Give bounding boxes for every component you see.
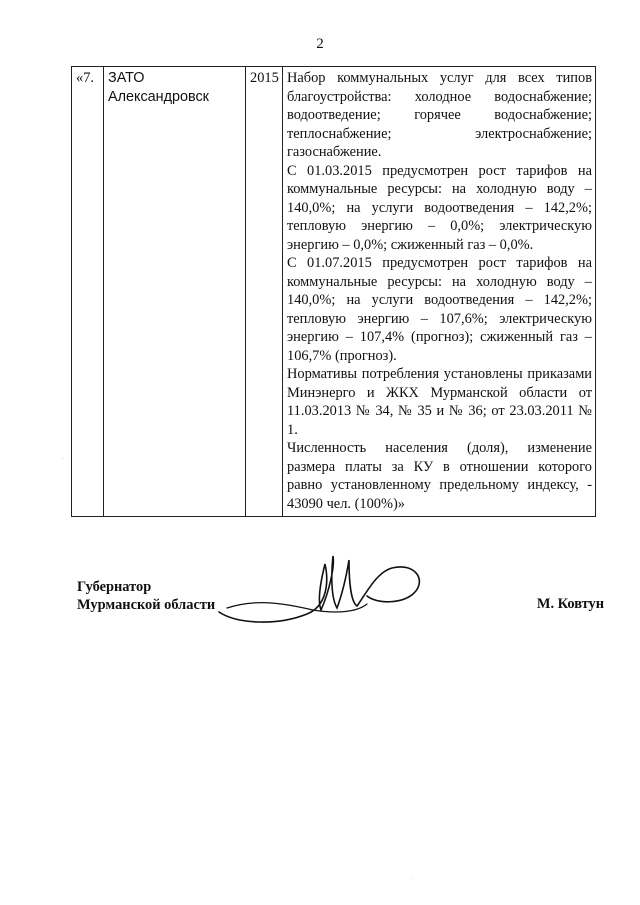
paragraph-tariffs-july: С 01.07.2015 предусмотрен рост тарифов на коммунальные ресурсы: на холодную воду – 140,0%; на услуги водоотведения – 142,2%; тепловую энергию – 107,6%; электрическую энергию – 107,4% (прогноз); сжиженный газ – 106,7% (прогноз). [287, 255, 592, 364]
signatory-title-line2: Мурманской области [77, 597, 216, 613]
scan-dot: · [62, 456, 64, 462]
paragraph-norms: Нормативы потребления установлены приказами Минэнерго и ЖКХ Мурманской области от 11.03.2013 № 34, № 35 и № 36; от 23.03.2011 № 1. [287, 366, 592, 438]
year-cell: 2015 [246, 67, 283, 517]
page-number: 2 [316, 36, 324, 52]
description-cell [283, 67, 596, 517]
paragraph-population: Численность населения (доля), изменение размера платы за КУ в отношении которого равно установленному предельному индексу, - 43090 чел. (100%)» [287, 440, 592, 512]
table-row [72, 67, 596, 517]
signature-block [77, 578, 607, 648]
handwritten-signature [217, 552, 457, 632]
scan-dot: · [410, 876, 412, 882]
signatory-name: М. Ковтун [536, 596, 604, 612]
paragraph-tariffs-march: С 01.03.2015 предусмотрен рост тарифов на коммунальные ресурсы: на холодную воду – 140,0%; на услуги водоотведения – 142,2%; тепловую энергию – 0,0%; электрическую энергию – 0,0%; сжиженный газ – 0,0%. [287, 162, 592, 253]
signatory-title [77, 578, 215, 614]
row-number-cell: «7. [72, 67, 104, 517]
signatory-title-line1: Губернатор [77, 579, 152, 595]
paragraph-services: Набор коммунальных услуг для всех типов благоустройства: холодное водоснабжение; водоотведение; горячее водоснабжение; теплоснабжение; электроснабжение; газоснабжение. [287, 70, 592, 160]
municipality-cell: ЗАТО Александровск [104, 67, 246, 517]
tariff-table [71, 66, 596, 517]
